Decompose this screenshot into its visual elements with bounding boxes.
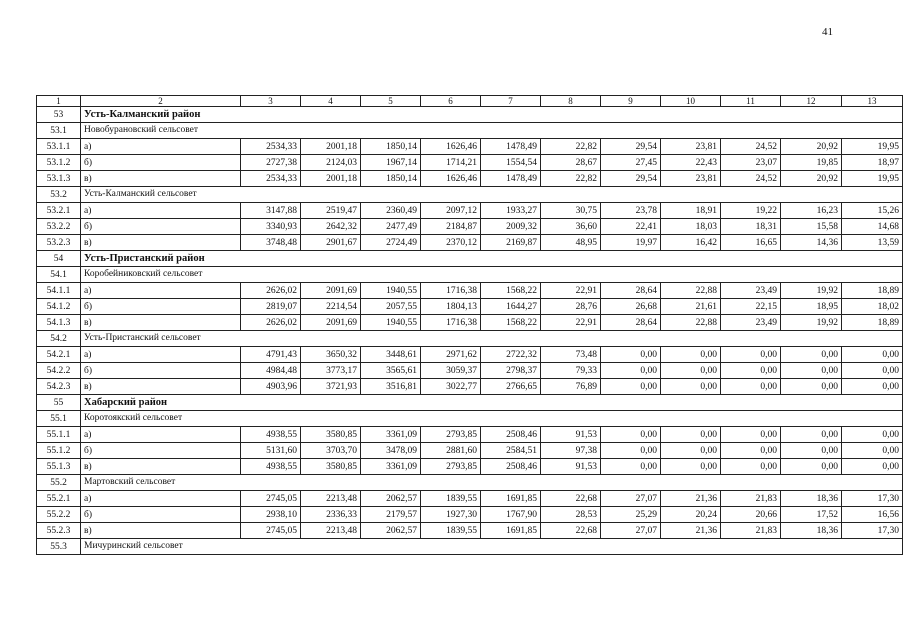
value-cell: 3361,09 bbox=[361, 427, 421, 443]
row-variant: а) bbox=[81, 427, 241, 443]
value-cell: 1933,27 bbox=[481, 203, 541, 219]
value-cell: 2184,87 bbox=[421, 219, 481, 235]
value-cell: 3748,48 bbox=[241, 235, 301, 251]
district-code: 54 bbox=[37, 251, 81, 267]
row-variant: в) bbox=[81, 235, 241, 251]
row-code: 54.2.3 bbox=[37, 379, 81, 395]
value-cell: 2001,18 bbox=[301, 139, 361, 155]
value-cell: 3059,37 bbox=[421, 363, 481, 379]
value-cell: 13,59 bbox=[842, 235, 903, 251]
row-code: 55.2.3 bbox=[37, 523, 81, 539]
row-code: 55.2.1 bbox=[37, 491, 81, 507]
row-code: 55.2.2 bbox=[37, 507, 81, 523]
value-cell: 0,00 bbox=[601, 363, 661, 379]
column-number-cell: 2 bbox=[81, 96, 241, 107]
value-cell: 1478,49 bbox=[481, 139, 541, 155]
value-cell: 0,00 bbox=[721, 379, 781, 395]
district-row bbox=[37, 107, 903, 123]
row-code: 53.2.3 bbox=[37, 235, 81, 251]
value-cell: 2179,57 bbox=[361, 507, 421, 523]
value-cell: 27,45 bbox=[601, 155, 661, 171]
column-number-cell: 7 bbox=[481, 96, 541, 107]
value-cell: 2724,49 bbox=[361, 235, 421, 251]
value-cell: 23,49 bbox=[721, 315, 781, 331]
value-cell: 22,88 bbox=[661, 283, 721, 299]
value-cell: 2214,54 bbox=[301, 299, 361, 315]
value-cell: 2793,85 bbox=[421, 459, 481, 475]
value-cell: 4903,96 bbox=[241, 379, 301, 395]
value-cell: 3703,70 bbox=[301, 443, 361, 459]
row-code: 53.2.2 bbox=[37, 219, 81, 235]
value-cell: 1716,38 bbox=[421, 315, 481, 331]
value-cell: 2169,87 bbox=[481, 235, 541, 251]
column-number-cell: 6 bbox=[421, 96, 481, 107]
column-number-cell: 3 bbox=[241, 96, 301, 107]
row-code: 53.1.2 bbox=[37, 155, 81, 171]
value-cell: 0,00 bbox=[721, 347, 781, 363]
value-cell: 3565,61 bbox=[361, 363, 421, 379]
table-row bbox=[37, 283, 903, 299]
row-variant: б) bbox=[81, 507, 241, 523]
value-cell: 1626,46 bbox=[421, 139, 481, 155]
value-cell: 2009,32 bbox=[481, 219, 541, 235]
row-variant: а) bbox=[81, 347, 241, 363]
row-variant: а) bbox=[81, 139, 241, 155]
value-cell: 2001,18 bbox=[301, 171, 361, 187]
row-code: 53.1.1 bbox=[37, 139, 81, 155]
table-row bbox=[37, 347, 903, 363]
value-cell: 18,95 bbox=[781, 299, 842, 315]
value-cell: 18,89 bbox=[842, 283, 903, 299]
district-code: 55 bbox=[37, 395, 81, 411]
table-row bbox=[37, 155, 903, 171]
value-cell: 2722,32 bbox=[481, 347, 541, 363]
value-cell: 2360,49 bbox=[361, 203, 421, 219]
value-cell: 0,00 bbox=[842, 347, 903, 363]
council-name: Усть-Калманский сельсовет bbox=[81, 187, 903, 203]
value-cell: 0,00 bbox=[842, 363, 903, 379]
value-cell: 1839,55 bbox=[421, 491, 481, 507]
value-cell: 2798,37 bbox=[481, 363, 541, 379]
council-row bbox=[37, 331, 903, 347]
value-cell: 2213,48 bbox=[301, 491, 361, 507]
value-cell: 4938,55 bbox=[241, 459, 301, 475]
page-number: 41 bbox=[822, 26, 833, 38]
value-cell: 3721,93 bbox=[301, 379, 361, 395]
value-cell: 0,00 bbox=[781, 379, 842, 395]
value-cell: 15,58 bbox=[781, 219, 842, 235]
value-cell: 1927,30 bbox=[421, 507, 481, 523]
column-number-row bbox=[37, 96, 903, 107]
row-variant: в) bbox=[81, 315, 241, 331]
value-cell: 1767,90 bbox=[481, 507, 541, 523]
value-cell: 23,78 bbox=[601, 203, 661, 219]
value-cell: 23,07 bbox=[721, 155, 781, 171]
value-cell: 0,00 bbox=[661, 459, 721, 475]
table-row bbox=[37, 235, 903, 251]
council-name: Новобурановский сельсовет bbox=[81, 123, 903, 139]
value-cell: 19,95 bbox=[842, 139, 903, 155]
value-cell: 0,00 bbox=[842, 443, 903, 459]
value-cell: 2213,48 bbox=[301, 523, 361, 539]
value-cell: 0,00 bbox=[721, 363, 781, 379]
district-row bbox=[37, 395, 903, 411]
value-cell: 16,23 bbox=[781, 203, 842, 219]
value-cell: 2091,69 bbox=[301, 283, 361, 299]
value-cell: 28,64 bbox=[601, 283, 661, 299]
value-cell: 0,00 bbox=[842, 459, 903, 475]
value-cell: 17,30 bbox=[842, 491, 903, 507]
value-cell: 15,26 bbox=[842, 203, 903, 219]
value-cell: 0,00 bbox=[601, 379, 661, 395]
value-cell: 2819,07 bbox=[241, 299, 301, 315]
value-cell: 0,00 bbox=[601, 443, 661, 459]
value-cell: 21,61 bbox=[661, 299, 721, 315]
value-cell: 22,43 bbox=[661, 155, 721, 171]
value-cell: 0,00 bbox=[601, 347, 661, 363]
value-cell: 2745,05 bbox=[241, 523, 301, 539]
value-cell: 1839,55 bbox=[421, 523, 481, 539]
value-cell: 0,00 bbox=[721, 443, 781, 459]
value-cell: 1967,14 bbox=[361, 155, 421, 171]
value-cell: 27,07 bbox=[601, 523, 661, 539]
table-row bbox=[37, 507, 903, 523]
value-cell: 23,81 bbox=[661, 139, 721, 155]
value-cell: 30,75 bbox=[541, 203, 601, 219]
column-number-cell: 12 bbox=[781, 96, 842, 107]
row-code: 54.1.1 bbox=[37, 283, 81, 299]
value-cell: 2508,46 bbox=[481, 427, 541, 443]
value-cell: 2534,33 bbox=[241, 139, 301, 155]
value-cell: 22,91 bbox=[541, 283, 601, 299]
value-cell: 73,48 bbox=[541, 347, 601, 363]
value-cell: 2938,10 bbox=[241, 507, 301, 523]
value-cell: 0,00 bbox=[661, 347, 721, 363]
value-cell: 1626,46 bbox=[421, 171, 481, 187]
value-cell: 18,31 bbox=[721, 219, 781, 235]
value-cell: 16,42 bbox=[661, 235, 721, 251]
row-variant: в) bbox=[81, 523, 241, 539]
value-cell: 21,83 bbox=[721, 523, 781, 539]
value-cell: 3650,32 bbox=[301, 347, 361, 363]
council-row bbox=[37, 123, 903, 139]
value-cell: 3516,81 bbox=[361, 379, 421, 395]
value-cell: 18,89 bbox=[842, 315, 903, 331]
value-cell: 1644,27 bbox=[481, 299, 541, 315]
table-row bbox=[37, 523, 903, 539]
value-cell: 0,00 bbox=[661, 363, 721, 379]
value-cell: 0,00 bbox=[721, 427, 781, 443]
column-number-cell: 1 bbox=[37, 96, 81, 107]
district-row bbox=[37, 251, 903, 267]
value-cell: 16,65 bbox=[721, 235, 781, 251]
value-cell: 20,24 bbox=[661, 507, 721, 523]
table-row bbox=[37, 203, 903, 219]
value-cell: 19,85 bbox=[781, 155, 842, 171]
council-name: Мартовский сельсовет bbox=[81, 475, 903, 491]
value-cell: 21,36 bbox=[661, 491, 721, 507]
value-cell: 2124,03 bbox=[301, 155, 361, 171]
value-cell: 20,92 bbox=[781, 171, 842, 187]
value-cell: 1714,21 bbox=[421, 155, 481, 171]
value-cell: 2508,46 bbox=[481, 459, 541, 475]
value-cell: 48,95 bbox=[541, 235, 601, 251]
value-cell: 18,36 bbox=[781, 523, 842, 539]
value-cell: 2793,85 bbox=[421, 427, 481, 443]
value-cell: 1568,22 bbox=[481, 315, 541, 331]
value-cell: 4791,43 bbox=[241, 347, 301, 363]
value-cell: 19,97 bbox=[601, 235, 661, 251]
value-cell: 19,95 bbox=[842, 171, 903, 187]
row-variant: а) bbox=[81, 203, 241, 219]
row-code: 54.1.2 bbox=[37, 299, 81, 315]
value-cell: 1568,22 bbox=[481, 283, 541, 299]
value-cell: 18,03 bbox=[661, 219, 721, 235]
value-cell: 2584,51 bbox=[481, 443, 541, 459]
value-cell: 0,00 bbox=[661, 379, 721, 395]
value-cell: 2901,67 bbox=[301, 235, 361, 251]
tariff-table bbox=[36, 95, 903, 555]
value-cell: 3478,09 bbox=[361, 443, 421, 459]
value-cell: 0,00 bbox=[661, 443, 721, 459]
column-number-cell: 11 bbox=[721, 96, 781, 107]
value-cell: 3022,77 bbox=[421, 379, 481, 395]
column-number-cell: 9 bbox=[601, 96, 661, 107]
council-row bbox=[37, 187, 903, 203]
value-cell: 2057,55 bbox=[361, 299, 421, 315]
council-code: 54.1 bbox=[37, 267, 81, 283]
value-cell: 18,91 bbox=[661, 203, 721, 219]
value-cell: 0,00 bbox=[781, 363, 842, 379]
value-cell: 0,00 bbox=[781, 459, 842, 475]
value-cell: 36,60 bbox=[541, 219, 601, 235]
row-code: 55.1.3 bbox=[37, 459, 81, 475]
council-name: Усть-Пристанский сельсовет bbox=[81, 331, 903, 347]
table-row bbox=[37, 219, 903, 235]
value-cell: 24,52 bbox=[721, 139, 781, 155]
value-cell: 2534,33 bbox=[241, 171, 301, 187]
district-name: Усть-Калманский район bbox=[81, 107, 903, 123]
value-cell: 21,83 bbox=[721, 491, 781, 507]
row-variant: в) bbox=[81, 171, 241, 187]
value-cell: 2626,02 bbox=[241, 315, 301, 331]
value-cell: 22,91 bbox=[541, 315, 601, 331]
value-cell: 1478,49 bbox=[481, 171, 541, 187]
council-row bbox=[37, 539, 903, 555]
value-cell: 22,41 bbox=[601, 219, 661, 235]
council-row bbox=[37, 411, 903, 427]
value-cell: 3448,61 bbox=[361, 347, 421, 363]
row-variant: б) bbox=[81, 363, 241, 379]
value-cell: 2477,49 bbox=[361, 219, 421, 235]
value-cell: 1850,14 bbox=[361, 171, 421, 187]
value-cell: 2727,38 bbox=[241, 155, 301, 171]
council-code: 53.1 bbox=[37, 123, 81, 139]
row-variant: а) bbox=[81, 491, 241, 507]
value-cell: 2626,02 bbox=[241, 283, 301, 299]
council-name: Мичуринский сельсовет bbox=[81, 539, 903, 555]
row-code: 53.1.3 bbox=[37, 171, 81, 187]
table-row bbox=[37, 299, 903, 315]
value-cell: 27,07 bbox=[601, 491, 661, 507]
council-code: 55.1 bbox=[37, 411, 81, 427]
value-cell: 22,68 bbox=[541, 491, 601, 507]
value-cell: 2766,65 bbox=[481, 379, 541, 395]
table-row bbox=[37, 427, 903, 443]
column-number-cell: 8 bbox=[541, 96, 601, 107]
value-cell: 0,00 bbox=[781, 443, 842, 459]
value-cell: 0,00 bbox=[781, 427, 842, 443]
value-cell: 3340,93 bbox=[241, 219, 301, 235]
value-cell: 4938,55 bbox=[241, 427, 301, 443]
value-cell: 28,67 bbox=[541, 155, 601, 171]
value-cell: 18,36 bbox=[781, 491, 842, 507]
value-cell: 1804,13 bbox=[421, 299, 481, 315]
value-cell: 2062,57 bbox=[361, 491, 421, 507]
district-name: Усть-Пристанский район bbox=[81, 251, 903, 267]
value-cell: 0,00 bbox=[721, 459, 781, 475]
table-row bbox=[37, 459, 903, 475]
value-cell: 26,68 bbox=[601, 299, 661, 315]
value-cell: 1850,14 bbox=[361, 139, 421, 155]
value-cell: 97,38 bbox=[541, 443, 601, 459]
value-cell: 22,88 bbox=[661, 315, 721, 331]
value-cell: 3580,85 bbox=[301, 459, 361, 475]
value-cell: 19,92 bbox=[781, 283, 842, 299]
value-cell: 0,00 bbox=[781, 347, 842, 363]
value-cell: 1940,55 bbox=[361, 315, 421, 331]
value-cell: 17,52 bbox=[781, 507, 842, 523]
value-cell: 18,97 bbox=[842, 155, 903, 171]
row-code: 54.1.3 bbox=[37, 315, 81, 331]
value-cell: 0,00 bbox=[601, 459, 661, 475]
council-code: 55.3 bbox=[37, 539, 81, 555]
council-name: Коробейниковский сельсовет bbox=[81, 267, 903, 283]
value-cell: 91,53 bbox=[541, 459, 601, 475]
value-cell: 2519,47 bbox=[301, 203, 361, 219]
council-code: 53.2 bbox=[37, 187, 81, 203]
row-code: 54.2.2 bbox=[37, 363, 81, 379]
row-variant: б) bbox=[81, 299, 241, 315]
value-cell: 28,64 bbox=[601, 315, 661, 331]
value-cell: 2370,12 bbox=[421, 235, 481, 251]
council-code: 54.2 bbox=[37, 331, 81, 347]
row-code: 55.1.1 bbox=[37, 427, 81, 443]
value-cell: 19,22 bbox=[721, 203, 781, 219]
value-cell: 2091,69 bbox=[301, 315, 361, 331]
value-cell: 2062,57 bbox=[361, 523, 421, 539]
value-cell: 28,53 bbox=[541, 507, 601, 523]
value-cell: 5131,60 bbox=[241, 443, 301, 459]
council-name: Коротоякский сельсовет bbox=[81, 411, 903, 427]
value-cell: 29,54 bbox=[601, 171, 661, 187]
row-variant: в) bbox=[81, 379, 241, 395]
row-variant: в) bbox=[81, 459, 241, 475]
row-variant: а) bbox=[81, 283, 241, 299]
value-cell: 0,00 bbox=[842, 379, 903, 395]
council-code: 55.2 bbox=[37, 475, 81, 491]
council-row bbox=[37, 475, 903, 491]
value-cell: 91,53 bbox=[541, 427, 601, 443]
value-cell: 2881,60 bbox=[421, 443, 481, 459]
value-cell: 1554,54 bbox=[481, 155, 541, 171]
value-cell: 22,15 bbox=[721, 299, 781, 315]
table-row bbox=[37, 443, 903, 459]
row-code: 55.1.2 bbox=[37, 443, 81, 459]
value-cell: 28,76 bbox=[541, 299, 601, 315]
row-code: 54.2.1 bbox=[37, 347, 81, 363]
value-cell: 20,66 bbox=[721, 507, 781, 523]
value-cell: 3773,17 bbox=[301, 363, 361, 379]
value-cell: 2745,05 bbox=[241, 491, 301, 507]
value-cell: 14,68 bbox=[842, 219, 903, 235]
district-code: 53 bbox=[37, 107, 81, 123]
value-cell: 2642,32 bbox=[301, 219, 361, 235]
value-cell: 1940,55 bbox=[361, 283, 421, 299]
value-cell: 0,00 bbox=[842, 427, 903, 443]
value-cell: 22,68 bbox=[541, 523, 601, 539]
value-cell: 79,33 bbox=[541, 363, 601, 379]
value-cell: 2336,33 bbox=[301, 507, 361, 523]
row-variant: б) bbox=[81, 219, 241, 235]
table-row bbox=[37, 491, 903, 507]
value-cell: 21,36 bbox=[661, 523, 721, 539]
value-cell: 3147,88 bbox=[241, 203, 301, 219]
table-row bbox=[37, 363, 903, 379]
value-cell: 18,02 bbox=[842, 299, 903, 315]
value-cell: 0,00 bbox=[661, 427, 721, 443]
value-cell: 22,82 bbox=[541, 171, 601, 187]
value-cell: 1716,38 bbox=[421, 283, 481, 299]
value-cell: 1691,85 bbox=[481, 523, 541, 539]
value-cell: 23,49 bbox=[721, 283, 781, 299]
value-cell: 23,81 bbox=[661, 171, 721, 187]
value-cell: 3580,85 bbox=[301, 427, 361, 443]
value-cell: 25,29 bbox=[601, 507, 661, 523]
value-cell: 3361,09 bbox=[361, 459, 421, 475]
value-cell: 29,54 bbox=[601, 139, 661, 155]
row-code: 53.2.1 bbox=[37, 203, 81, 219]
district-name: Хабарский район bbox=[81, 395, 903, 411]
value-cell: 22,82 bbox=[541, 139, 601, 155]
column-number-cell: 10 bbox=[661, 96, 721, 107]
value-cell: 2097,12 bbox=[421, 203, 481, 219]
council-row bbox=[37, 267, 903, 283]
table-row bbox=[37, 139, 903, 155]
value-cell: 2971,62 bbox=[421, 347, 481, 363]
column-number-cell: 4 bbox=[301, 96, 361, 107]
row-variant: б) bbox=[81, 443, 241, 459]
value-cell: 24,52 bbox=[721, 171, 781, 187]
value-cell: 1691,85 bbox=[481, 491, 541, 507]
table-row bbox=[37, 171, 903, 187]
value-cell: 16,56 bbox=[842, 507, 903, 523]
value-cell: 20,92 bbox=[781, 139, 842, 155]
value-cell: 14,36 bbox=[781, 235, 842, 251]
table-row bbox=[37, 315, 903, 331]
column-number-cell: 5 bbox=[361, 96, 421, 107]
value-cell: 76,89 bbox=[541, 379, 601, 395]
value-cell: 0,00 bbox=[601, 427, 661, 443]
value-cell: 4984,48 bbox=[241, 363, 301, 379]
value-cell: 19,92 bbox=[781, 315, 842, 331]
column-number-cell: 13 bbox=[842, 96, 903, 107]
value-cell: 17,30 bbox=[842, 523, 903, 539]
row-variant: б) bbox=[81, 155, 241, 171]
table-row bbox=[37, 379, 903, 395]
